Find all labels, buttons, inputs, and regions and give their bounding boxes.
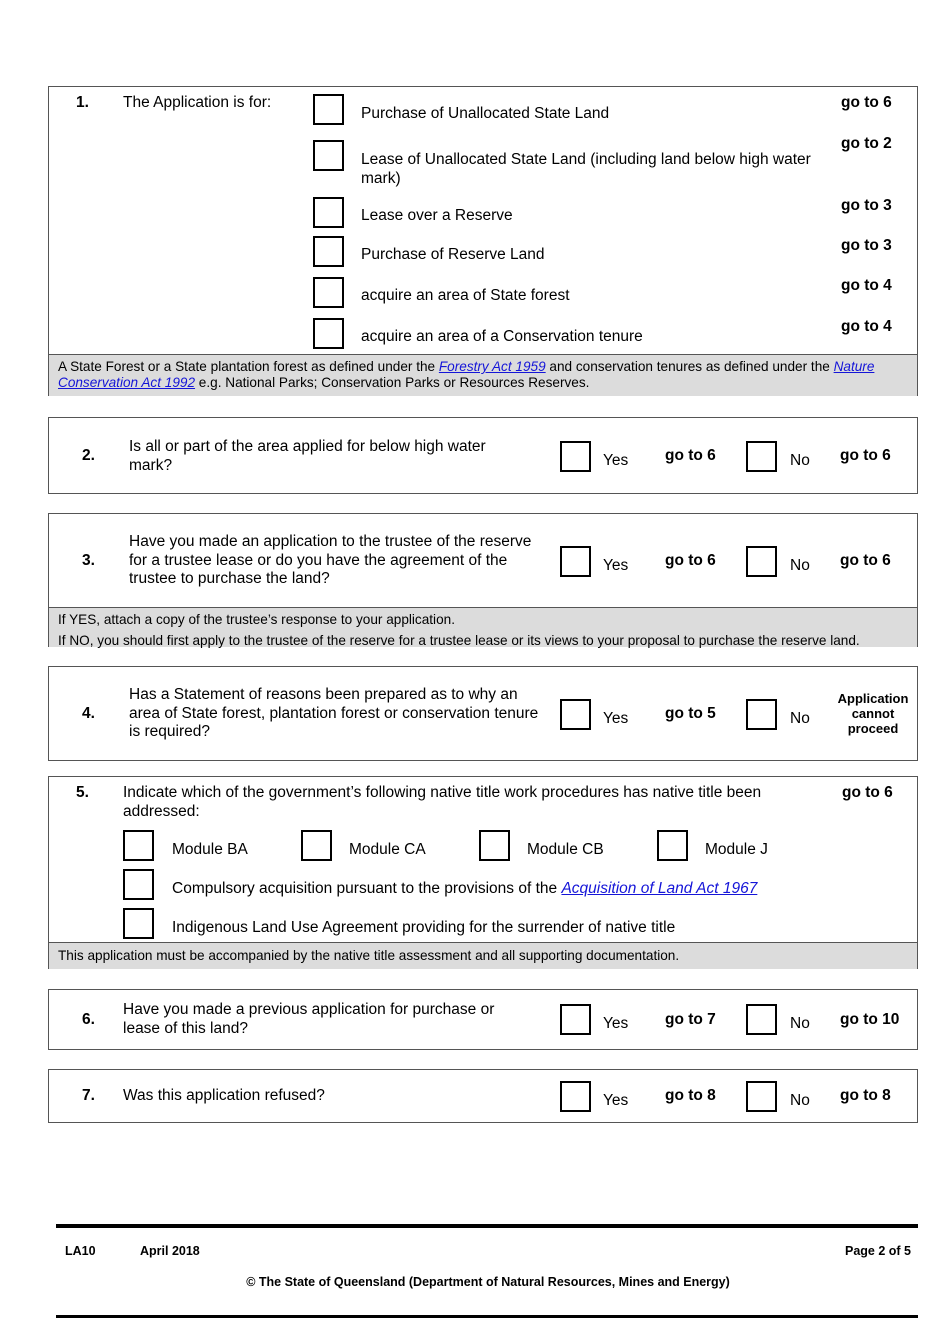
option-label: Lease over a Reserve [361,207,513,224]
yes-checkbox[interactable] [560,699,591,730]
question-text: Has a Statement of reasons been prepared as to why an area of State forest, plantation forest or conservation tenure is required? [129,686,539,740]
forestry-act-link[interactable]: Forestry Act 1959 [438,359,546,374]
yes-label: Yes [603,557,629,574]
question-3-section [48,513,918,647]
goto-label: go to 6 [841,94,892,111]
option-label: Purchase of Unallocated State Land [361,105,610,122]
question-1-note [49,354,917,396]
module-label: Module BA [172,841,248,858]
no-goto-label: go to 8 [840,1087,891,1104]
module-label: Module CA [349,841,426,858]
no-label: No [790,452,810,469]
checkbox-state-forest[interactable] [313,277,344,308]
question-7-section [48,1069,918,1123]
copyright-notice: © The State of Queensland (Department of Natural Resources, Mines and Energy) [246,1275,730,1289]
no-label: No [790,1015,810,1032]
form-code: LA10 [65,1244,96,1258]
module-label: Module CB [527,841,604,858]
acquisition-of-land-act-link[interactable]: Acquisition of Land Act 1967 [561,880,758,897]
question-number: 6. [82,1011,95,1028]
goto-label: go to 4 [841,318,892,335]
option-label: Purchase of Reserve Land [361,246,545,263]
module-ca-checkbox[interactable] [301,830,332,861]
yes-label: Yes [603,452,629,469]
checkbox-lease-over-reserve[interactable] [313,197,344,228]
note-text: A State Forest or a State plantation forest as defined under the [58,359,439,374]
module-cb-checkbox[interactable] [479,830,510,861]
yes-checkbox[interactable] [560,546,591,577]
question-number: 3. [82,552,95,569]
question-number: 1. [76,94,89,111]
question-text: Is all or part of the area applied for below high water mark? [129,438,486,474]
note-text: e.g. National Parks; Conservation Parks or Resources Reserves. [195,375,590,390]
option-label: acquire an area of State forest [361,287,570,304]
question-5-note [49,942,917,969]
compulsory-text: Compulsory acquisition pursuant to the provisions of the [172,880,562,897]
question-label: The Application is for: [123,94,272,111]
no-goto-label: go to 10 [840,1011,900,1028]
question-2-section [48,417,918,494]
no-label: No [790,557,810,574]
compulsory-acquisition-checkbox[interactable] [123,869,154,900]
yes-checkbox[interactable] [560,1004,591,1035]
question-number: 7. [82,1087,95,1104]
no-goto-label: go to 6 [840,552,891,569]
no-label: No [790,710,810,727]
goto-label: go to 3 [841,237,892,254]
no-label: No [790,1092,810,1109]
yes-checkbox[interactable] [560,441,591,472]
goto-label: go to 3 [841,197,892,214]
no-checkbox[interactable] [746,699,777,730]
no-goto-label: go to 6 [840,447,891,464]
checkbox-purchase-reserve-land[interactable] [313,236,344,267]
goto-label: go to 4 [841,277,892,294]
yes-checkbox[interactable] [560,1081,591,1112]
no-checkbox[interactable] [746,441,777,472]
checkbox-conservation-tenure[interactable] [313,318,344,349]
compulsory-acquisition-label [172,880,757,899]
question-1-section [48,86,918,396]
question-3-note [49,607,917,647]
option-label: Lease of Unallocated State Land (including land below high water mark) [361,151,811,187]
question-text: Have you made a previous application for purchase or lease of this land? [123,1001,495,1037]
checkbox-lease-unallocated-land[interactable] [313,140,344,171]
yes-goto-label: go to 8 [665,1087,716,1104]
note-no-text: If NO, you should first apply to the trustee of the reserve for a trustee lease or its views to your proposal to purchase the reserve land. [58,633,860,648]
question-text: Indicate which of the government’s following native title work procedures has native title been addressed: [123,784,762,820]
yes-label: Yes [603,1092,629,1109]
question-number: 2. [82,447,95,464]
ilua-checkbox[interactable] [123,908,154,939]
yes-label: Yes [603,1015,629,1032]
yes-label: Yes [603,710,629,727]
no-outcome-label: Application cannot proceed [837,691,909,736]
module-label: Module J [705,841,768,858]
note-yes-text: If YES, attach a copy of the trustee’s response to your application. [58,612,455,627]
no-checkbox[interactable] [746,1081,777,1112]
form-date: April 2018 [140,1244,200,1258]
yes-goto-label: go to 6 [665,552,716,569]
note-text: and conservation tenures as defined under the [545,359,834,374]
goto-label: go to 6 [842,784,893,801]
question-4-section [48,666,918,761]
ilua-label: Indigenous Land Use Agreement providing for the surrender of native title [172,919,676,936]
question-number: 4. [82,705,95,722]
question-text: Have you made an application to the trustee of the reserve for a trustee lease or do you have the agreement of the trustee to purchase the land? [129,533,532,587]
yes-goto-label: go to 5 [665,705,716,722]
note-text: This application must be accompanied by the native title assessment and all supporting documentation. [58,948,680,963]
goto-label: go to 2 [841,135,892,152]
footer-bottom-rule [56,1315,918,1318]
option-label: acquire an area of a Conservation tenure [361,328,643,345]
module-j-checkbox[interactable] [657,830,688,861]
footer-top-rule [56,1224,918,1228]
no-checkbox[interactable] [746,546,777,577]
question-number: 5. [76,784,89,801]
no-checkbox[interactable] [746,1004,777,1035]
page-number: Page 2 of 5 [845,1244,911,1258]
module-ba-checkbox[interactable] [123,830,154,861]
checkbox-purchase-unallocated-land[interactable] [313,94,344,125]
question-5-section [48,776,918,969]
yes-goto-label: go to 6 [665,447,716,464]
question-6-section [48,989,918,1050]
yes-goto-label: go to 7 [665,1011,716,1028]
nature-conservation-act-link[interactable]: Nature Conservation Act 1992 [58,359,875,390]
question-text: Was this application refused? [123,1087,325,1104]
